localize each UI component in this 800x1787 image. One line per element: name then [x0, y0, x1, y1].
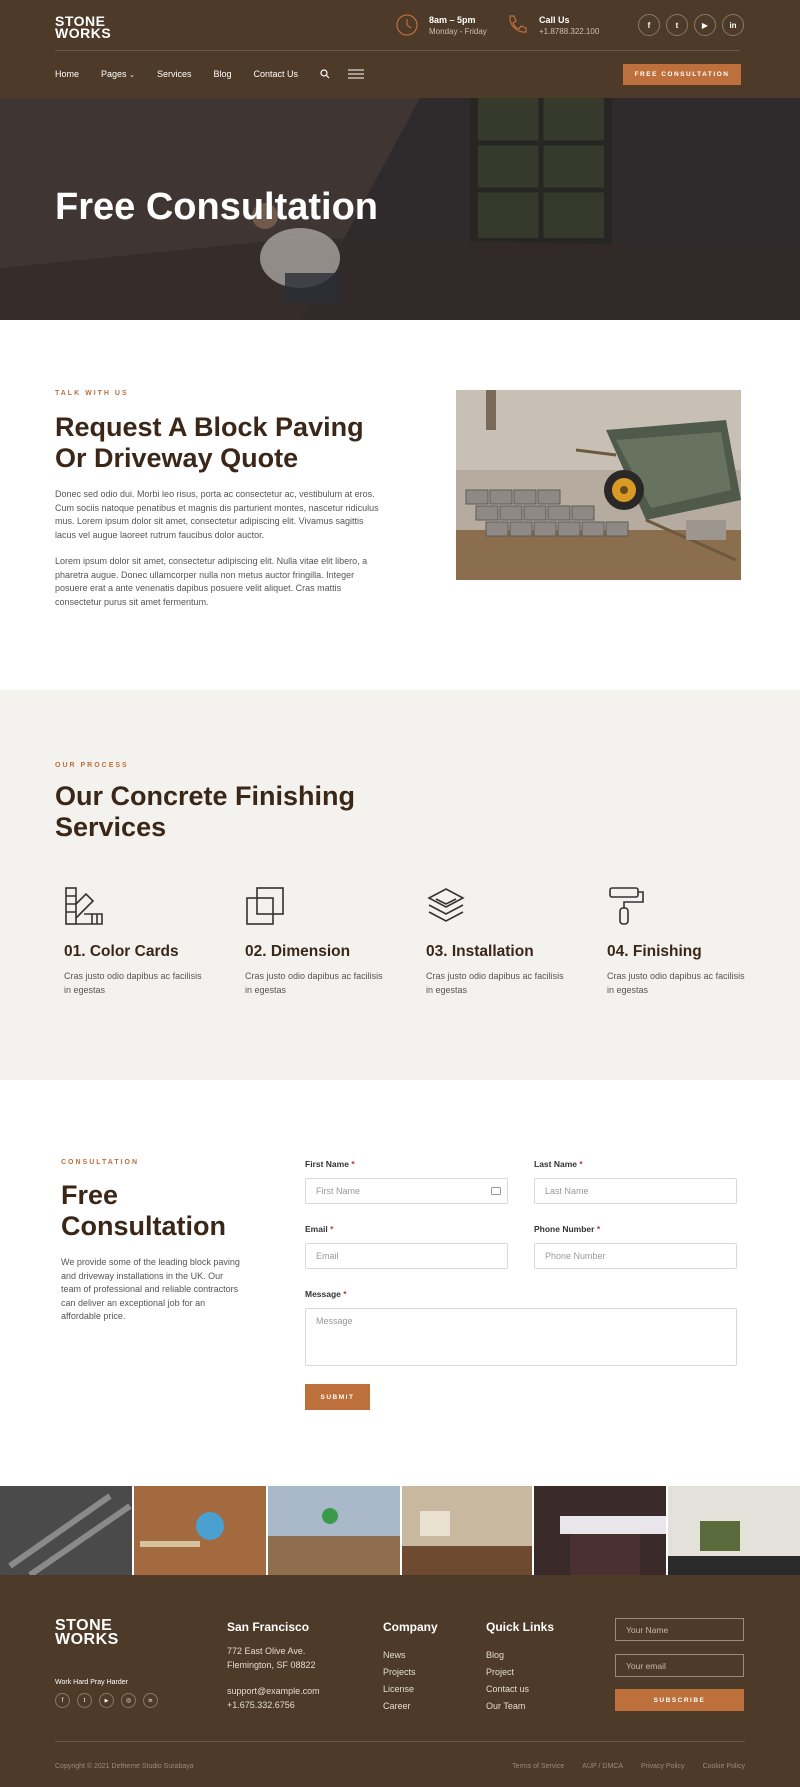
email-placeholder: Email — [316, 1251, 339, 1261]
footer-company-news[interactable]: News — [383, 1650, 406, 1660]
hours-info — [395, 13, 487, 37]
footer-company-title: Company — [383, 1620, 438, 1634]
required-mark: * — [579, 1159, 583, 1169]
paint-roller-icon — [607, 886, 647, 926]
last-name-placeholder: Last Name — [545, 1186, 589, 1196]
youtube-icon[interactable]: ▶ — [99, 1693, 114, 1708]
quote-eyebrow: TALK WITH US — [55, 390, 129, 397]
nav-pages-label: Pages — [101, 69, 127, 79]
footer-link-contact[interactable]: Contact us — [486, 1684, 530, 1694]
contact-card-icon — [491, 1187, 501, 1195]
footer-logo-line-1: STONE — [55, 1617, 113, 1634]
logo-line-2: WORKS — [55, 25, 112, 41]
free-consultation-button[interactable]: FREE CONSULTATION — [623, 64, 741, 85]
required-mark: * — [330, 1224, 334, 1234]
logo-line-1: STONE — [55, 13, 106, 29]
newsletter-name-input[interactable] — [615, 1618, 744, 1641]
process-title: Our Concrete Finishing Services — [55, 781, 356, 842]
newsletter-name-placeholder: Your Name — [626, 1624, 669, 1635]
footer-link-blog[interactable]: Blog — [486, 1650, 505, 1660]
phone-label-text: Phone Number — [534, 1224, 595, 1234]
site-footer — [0, 1575, 800, 1787]
first-name-label-text: First Name — [305, 1159, 349, 1169]
process-step-4-desc: Cras justo odio dapibus ac facilisis in egestas — [607, 971, 745, 995]
last-name-label-text: Last Name — [534, 1159, 577, 1169]
footer-divider — [55, 1741, 745, 1742]
linkedin-icon[interactable]: in — [722, 14, 744, 36]
terms-link[interactable]: Terms of Service — [512, 1763, 565, 1770]
submit-button[interactable]: SUBMIT — [305, 1384, 370, 1410]
search-icon[interactable] — [320, 69, 330, 79]
menu-icon[interactable] — [348, 69, 364, 79]
email-input[interactable] — [305, 1243, 508, 1269]
process-step-1-desc: Cras justo odio dapibus ac facilisis in egestas — [64, 971, 202, 995]
process-step-3-title: 03. Installation — [426, 943, 534, 960]
nav-services[interactable]: Services — [156, 69, 192, 79]
process-section — [0, 690, 800, 1080]
header-social — [638, 14, 744, 36]
footer-social — [55, 1693, 158, 1708]
hours-sub: Monday - Friday — [429, 26, 487, 36]
footer-links-title: Quick Links — [486, 1620, 555, 1634]
consult-eyebrow: CONSULTATION — [61, 1159, 140, 1166]
hero-banner — [0, 98, 800, 320]
dmca-link[interactable]: AUP / DMCA — [582, 1763, 623, 1770]
footer-link-team[interactable]: Our Team — [486, 1701, 526, 1711]
process-step-3 — [426, 886, 566, 997]
quote-paragraph-1: Donec sed odio dui. Morbi leo risus, porta ac consectetur ac, vestibulum at eros. Cum sociis natoque penatibus et magnis dis parturient montes, nascetur ridiculus mus. Lorem ipsum dolor sit amet, consectetur adipiscing elit. Vivamus sagittis lacus vel augue laoreet rutrum faucibus dolor auctor. — [55, 489, 379, 540]
twitter-icon[interactable]: t — [666, 14, 688, 36]
footer-tagline: Work Hard Pray Harder — [55, 1679, 129, 1686]
process-step-3-desc: Cras justo odio dapibus ac facilisis in egestas — [426, 971, 564, 995]
required-mark: * — [596, 1224, 601, 1234]
privacy-link[interactable]: Privacy Policy — [641, 1763, 685, 1770]
wheelbarrow-photo — [456, 390, 741, 580]
instagram-icon[interactable]: ◎ — [121, 1693, 136, 1708]
clock-icon — [395, 13, 419, 37]
call-number[interactable]: +1.8788.322.100 — [539, 26, 600, 36]
gallery-strip — [0, 1486, 800, 1575]
gallery-image-1[interactable] — [0, 1486, 132, 1575]
footer-logo[interactable] — [55, 1619, 119, 1647]
logo[interactable] — [55, 15, 111, 39]
phone-icon — [505, 13, 529, 37]
call-title: Call Us — [539, 14, 570, 25]
message-label — [305, 1289, 347, 1299]
main-nav — [55, 69, 364, 79]
footer-address-1: 772 East Olive Ave. — [227, 1646, 306, 1656]
footer-company-career[interactable]: Career — [383, 1701, 411, 1711]
quote-title: Request A Block Paving Or Driveway Quote — [55, 412, 364, 473]
process-step-1 — [64, 886, 204, 997]
process-step-4 — [607, 886, 747, 997]
footer-phone[interactable]: +1.675.332.6756 — [227, 1700, 295, 1710]
first-name-input[interactable] — [305, 1178, 508, 1204]
nav-contact[interactable]: Contact Us — [253, 69, 298, 79]
layers-icon — [426, 886, 466, 926]
first-name-placeholder: First Name — [316, 1186, 361, 1196]
hours-title: 8am – 5pm — [429, 14, 476, 25]
phone-placeholder: Phone Number — [545, 1251, 606, 1261]
header-divider — [55, 50, 740, 51]
process-step-4-title: 04. Finishing — [607, 943, 702, 960]
message-textarea[interactable] — [305, 1308, 737, 1366]
process-eyebrow: OUR PROCESS — [55, 762, 129, 769]
call-info — [505, 13, 599, 37]
newsletter-email-placeholder: Your email — [626, 1660, 666, 1671]
site-header — [0, 0, 800, 98]
first-name-label — [305, 1159, 355, 1169]
gallery-image-3[interactable] — [268, 1486, 400, 1575]
footer-link-project[interactable]: Project — [486, 1667, 515, 1677]
last-name-input[interactable] — [534, 1178, 737, 1204]
legal-links — [512, 1763, 745, 1770]
consult-title: Free Consultation — [61, 1180, 226, 1241]
last-name-label — [534, 1159, 583, 1169]
process-step-2 — [245, 886, 385, 997]
twitter-icon[interactable]: t — [77, 1693, 92, 1708]
color-cards-icon — [64, 886, 104, 926]
facebook-icon[interactable]: f — [638, 14, 660, 36]
nav-home[interactable]: Home — [55, 69, 80, 79]
footer-company-license[interactable]: License — [383, 1684, 415, 1694]
message-label-text: Message — [305, 1289, 341, 1299]
nav-blog[interactable]: Blog — [213, 69, 232, 79]
chevron-down-icon: ⌄ — [129, 72, 135, 79]
message-placeholder: Message — [316, 1316, 353, 1326]
footer-email[interactable]: support@example.com — [227, 1686, 320, 1696]
nav-pages[interactable] — [101, 69, 135, 79]
dimension-icon — [245, 886, 285, 926]
process-step-2-title: 02. Dimension — [245, 943, 351, 960]
quote-paragraph-2: Lorem ipsum dolor sit amet, consectetur adipiscing elit. Nulla vitae elit libero, a pharetra augue. Donec ullamcorper nulla non metus auctor fringilla. Integer posuere erat a ante venenatis dapibus posuere velit aliquet. Cras mattis consectetur purus sit amet fermentum. — [55, 556, 368, 607]
subscribe-button[interactable]: SUBSCRIBE — [615, 1689, 744, 1711]
consult-desc: We provide some of the leading block paving and driveway installations in the UK. Our team of professional and reliable contractors can deliver an exceptional job for an affordable price. — [61, 1257, 240, 1321]
gallery-image-5[interactable] — [534, 1486, 666, 1575]
required-mark: * — [351, 1159, 355, 1169]
gallery-image-2[interactable] — [134, 1486, 266, 1575]
youtube-icon[interactable]: ▶ — [694, 14, 716, 36]
newsletter-email-input[interactable] — [615, 1654, 744, 1677]
hero-title: Free Consultation — [55, 186, 379, 228]
footer-city: San Francisco — [227, 1620, 310, 1634]
gallery-image-6[interactable] — [668, 1486, 800, 1575]
email-label-text: Email — [305, 1224, 328, 1234]
process-step-2-desc: Cras justo odio dapibus ac facilisis in egestas — [245, 971, 383, 995]
facebook-icon[interactable]: f — [55, 1693, 70, 1708]
email-label — [305, 1224, 333, 1234]
required-mark: * — [343, 1289, 347, 1299]
cookie-link[interactable]: Cookie Policy — [702, 1763, 745, 1770]
phone-label — [534, 1224, 600, 1234]
footer-company-projects[interactable]: Projects — [383, 1667, 416, 1677]
gallery-image-4[interactable] — [402, 1486, 532, 1575]
linkedin-icon[interactable]: in — [143, 1693, 158, 1708]
copyright: Copyright © 2021 Detheme Studio Surabaya — [55, 1763, 194, 1770]
process-step-1-title: 01. Color Cards — [64, 943, 179, 960]
phone-input[interactable] — [534, 1243, 737, 1269]
footer-logo-line-2: WORKS — [55, 1631, 119, 1648]
footer-address-2: Flemington, SF 08822 — [227, 1660, 316, 1670]
